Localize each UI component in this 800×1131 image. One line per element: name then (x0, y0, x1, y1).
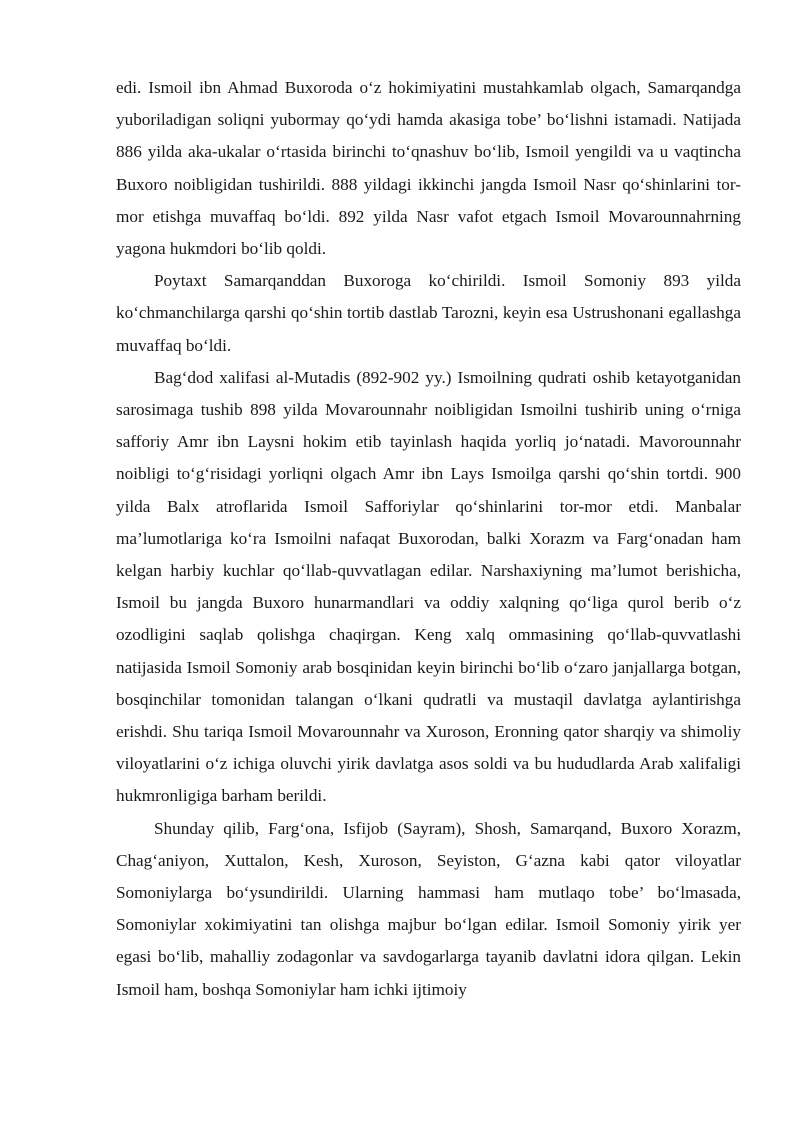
paragraph-caliph-conflict: Bag‘dod xalifasi al-Mutadis (892-902 yy.) Ismoilning qudrati oshib ketayotganidan sarosimaga tushib 898 yilda Movarounnahr noibligidan Ismoilni tushirib uning o‘rniga safforiy Amr ibn Laysni hokim etib tayinlash haqida yorliq jo‘natadi. Mavorounnahr noibligi to‘g‘risidagi yorliqni olgach Amr ibn Lays Ismoilga qarshi qo‘shin tortdi. 900 yilda Balx atroflarida Ismoil Safforiylar qo‘shinlarini tor-mor etdi. Manbalar ma’lumotlariga ko‘ra Ismoilni nafaqat Buxorodan, balki Xorazm va Farg‘onadan ham kelgan harbiy kuchlar qo‘llab-quvvatlagan edilar. Narshaxiyning ma’lumot berishicha, Ismoil bu jangda Buxoro hunarmandlari va oddiy xalqning qo‘liga qurol berib o‘z ozodligini saqlab qolishga chaqirgan. Keng xalq ommasining qo‘llab-quvvatlashi natijasida Ismoil Somoniy arab bosqinidan keyin birinchi bo‘lib o‘zaro janjallarga botgan, bosqinchilar tomonidan talangan o‘lkani qudratli va mustaqil davlatga aylantirishga erishdi. Shu tariqa Ismoil Movarounnahr va Xuroson, Eronning qator sharqiy va shimoliy viloyatlarini o‘z ichiga oluvchi yirik davlatga asos soldi va bu hududlarda Arab xalifaligi hukmronligiga barham berildi. (116, 367, 741, 806)
document-body (116, 72, 741, 1006)
paragraph-provinces: Shunday qilib, Farg‘ona, Isfijob (Sayram), Shosh, Samarqand, Buxoro Xorazm, Chag‘aniyon, Xuttalon, Kesh, Xuroson, Seyiston, G‘azna kabi qator viloyatlar Somoniylarga bo‘ysundirildi. Ularning hammasi ham mutlaqo tobe’ bo‘lmasada, Somoniylar xokimiyatini tan olishga majbur bo‘lgan edilar. Ismoil Somoniy yirik yer egasi bo‘lib, mahalliy zodagonlar va savdogarlarga tayanib davlatni idora qilgan. Lekin Ismoil ham, boshqa Somoniylar ham ichki ijtimoiy (116, 818, 741, 999)
paragraph-continuation: edi. Ismoil ibn Ahmad Buxoroda o‘z hokimiyatini mustahkamlab olgach, Samarqandga yuboriladigan soliqni yubormay qo‘ydi hamda akasiga tobe’ bo‘lishni istamadi. Natijada 886 yilda aka-ukalar o‘rtasida birinchi to‘qnashuv bo‘lib, Ismoil yengildi va u vaqtincha Buxoro noibligidan tushirildi. 888 yildagi ikkinchi jangda Ismoil Nasr qo‘shinlarini tor-mor etishga muvaffaq bo‘ldi. 892 yilda Nasr vafot etgach Ismoil Movarounnahrning yagona hukmdori bo‘lib qoldi. (116, 78, 741, 259)
paragraph-capital-move: Poytaxt Samarqanddan Buxoroga ko‘chirildi. Ismoil Somoniy 893 yilda ko‘chmanchilarga qarshi qo‘shin tortib dastlab Tarozni, keyin esa Ustrushonani egallashga muvaffaq bo‘ldi. (116, 271, 741, 355)
